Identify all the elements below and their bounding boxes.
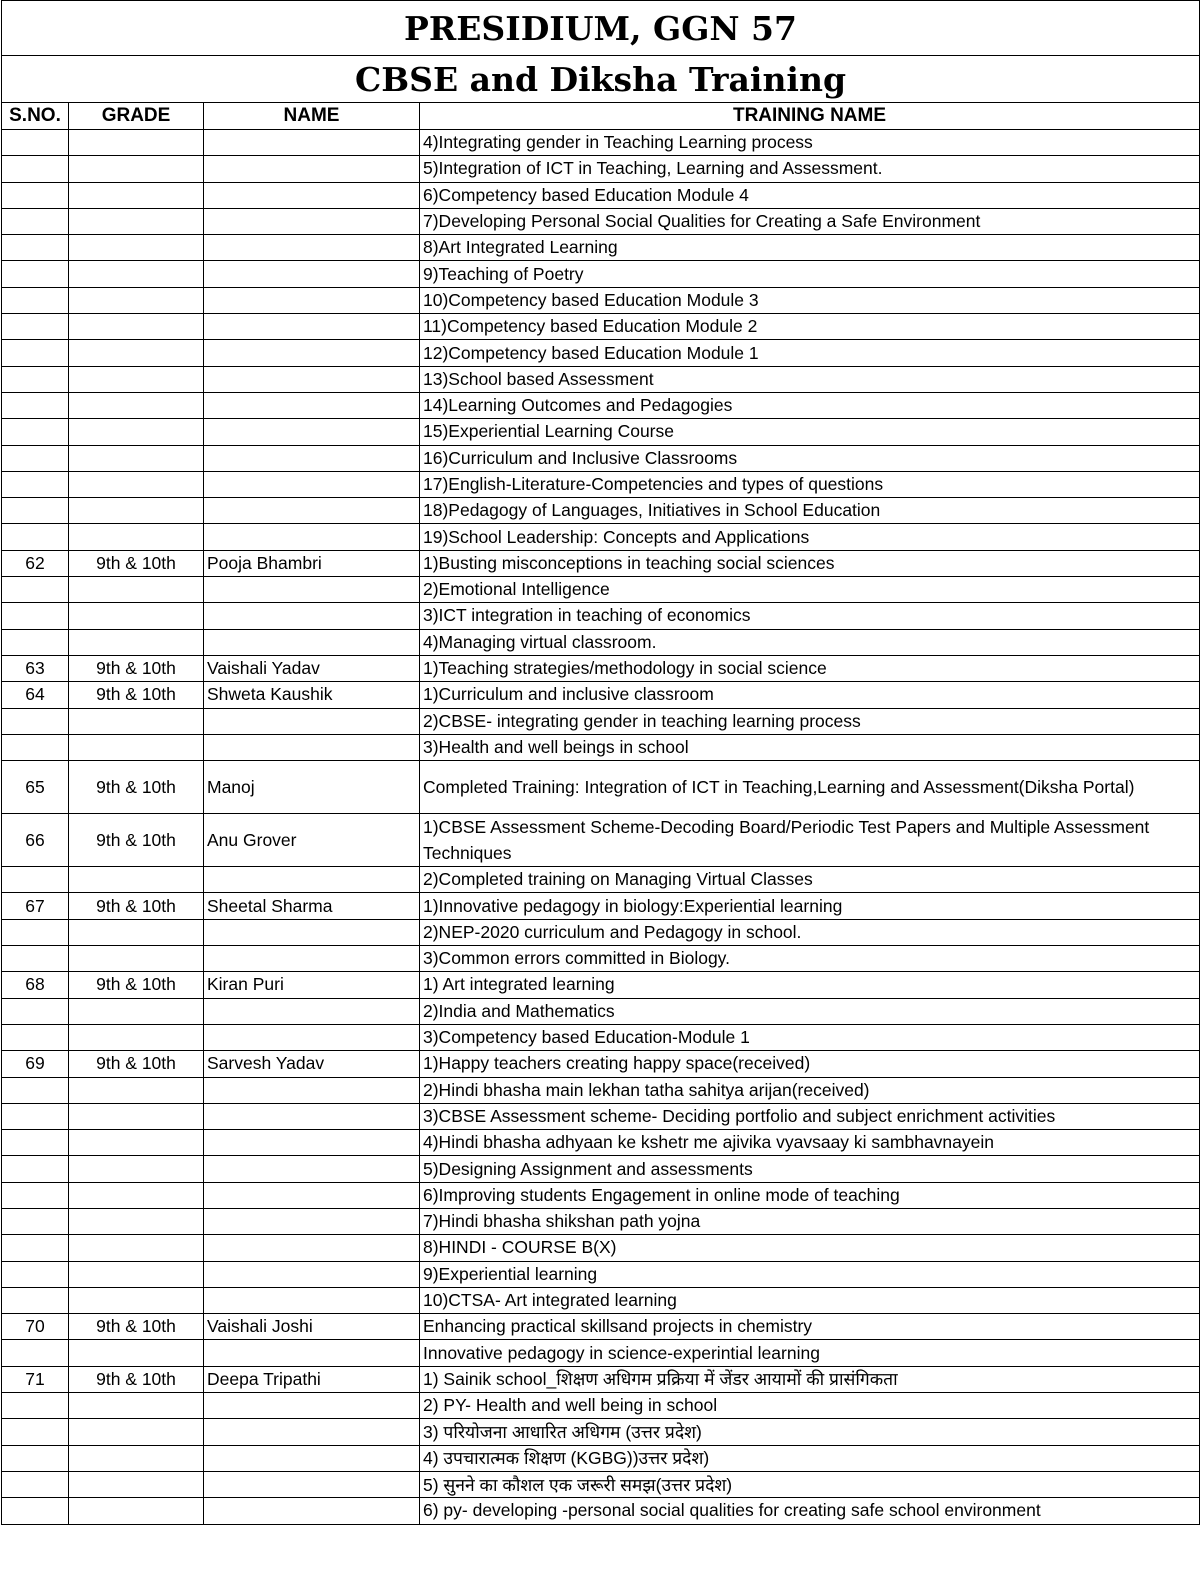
cell-sno xyxy=(2,998,69,1024)
cell-name: Vaishali Yadav xyxy=(204,655,420,681)
cell-name: Sheetal Sharma xyxy=(204,893,420,919)
cell-name xyxy=(204,130,420,156)
cell-sno: 62 xyxy=(2,550,69,576)
table-row xyxy=(2,1471,1200,1497)
table-row xyxy=(2,1182,1200,1208)
cell-grade xyxy=(69,287,204,313)
cell-training-name: 11)Competency based Education Module 2 xyxy=(420,314,1200,340)
cell-sno xyxy=(2,392,69,418)
cell-training-name: 4)Hindi bhasha adhyaan ke kshetr me ajivika vyavsaay ki sambhavnayein xyxy=(420,1130,1200,1156)
cell-grade xyxy=(69,1130,204,1156)
cell-name xyxy=(204,708,420,734)
cell-training-name: 1)Happy teachers creating happy space(received) xyxy=(420,1051,1200,1077)
cell-training-name: 2) PY- Health and well being in school xyxy=(420,1393,1200,1419)
table-row xyxy=(2,998,1200,1024)
cell-grade xyxy=(69,867,204,893)
table-row xyxy=(2,1366,1200,1392)
training-table xyxy=(1,0,1200,1525)
cell-sno xyxy=(2,130,69,156)
cell-sno xyxy=(2,1235,69,1261)
table-row xyxy=(2,682,1200,708)
cell-grade xyxy=(69,1498,204,1524)
cell-grade xyxy=(69,1182,204,1208)
training-sheet xyxy=(1,0,1199,1525)
cell-name xyxy=(204,1287,420,1313)
cell-training-name: 5)Integration of ICT in Teaching, Learning and Assessment. xyxy=(420,156,1200,182)
cell-name xyxy=(204,1103,420,1129)
cell-grade xyxy=(69,340,204,366)
table-row xyxy=(2,655,1200,681)
cell-name: Deepa Tripathi xyxy=(204,1366,420,1392)
table-row xyxy=(2,261,1200,287)
cell-grade: 9th & 10th xyxy=(69,761,204,814)
cell-sno xyxy=(2,366,69,392)
table-row xyxy=(2,1498,1200,1524)
cell-sno xyxy=(2,498,69,524)
cell-grade xyxy=(69,130,204,156)
cell-grade xyxy=(69,629,204,655)
cell-training-name: 16)Curriculum and Inclusive Classrooms xyxy=(420,445,1200,471)
cell-sno xyxy=(2,1156,69,1182)
table-row xyxy=(2,287,1200,313)
cell-training-name: 2)CBSE- integrating gender in teaching learning process xyxy=(420,708,1200,734)
cell-sno xyxy=(2,156,69,182)
cell-sno xyxy=(2,1182,69,1208)
table-row xyxy=(2,1208,1200,1234)
cell-training-name: 14)Learning Outcomes and Pedagogies xyxy=(420,392,1200,418)
cell-training-name: 3)CBSE Assessment scheme- Deciding portfolio and subject enrichment activities xyxy=(420,1103,1200,1129)
cell-sno xyxy=(2,629,69,655)
cell-grade xyxy=(69,235,204,261)
cell-grade xyxy=(69,498,204,524)
cell-grade xyxy=(69,156,204,182)
cell-sno xyxy=(2,1340,69,1366)
cell-name xyxy=(204,287,420,313)
cell-grade xyxy=(69,1393,204,1419)
header-sno: S.NO. xyxy=(2,103,69,130)
cell-training-name: 5)Designing Assignment and assessments xyxy=(420,1156,1200,1182)
cell-name xyxy=(204,419,420,445)
header-grade: GRADE xyxy=(69,103,204,130)
cell-grade xyxy=(69,182,204,208)
cell-name: Manoj xyxy=(204,761,420,814)
cell-training-name: 9)Experiential learning xyxy=(420,1261,1200,1287)
cell-sno xyxy=(2,340,69,366)
cell-name xyxy=(204,235,420,261)
table-row xyxy=(2,550,1200,576)
cell-training-name: 4)Integrating gender in Teaching Learning process xyxy=(420,130,1200,156)
table-row xyxy=(2,1314,1200,1340)
table-row xyxy=(2,1235,1200,1261)
table-row xyxy=(2,814,1200,867)
table-row xyxy=(2,524,1200,550)
cell-training-name: 13)School based Assessment xyxy=(420,366,1200,392)
cell-sno xyxy=(2,1498,69,1524)
cell-grade xyxy=(69,577,204,603)
cell-grade xyxy=(69,366,204,392)
cell-training-name: 19)School Leadership: Concepts and Applications xyxy=(420,524,1200,550)
table-row xyxy=(2,182,1200,208)
cell-sno xyxy=(2,1208,69,1234)
cell-sno xyxy=(2,182,69,208)
cell-training-name: 8)Art Integrated Learning xyxy=(420,235,1200,261)
cell-grade xyxy=(69,1024,204,1050)
cell-training-name: 6) py- developing -personal social qualities for creating safe school environment xyxy=(420,1498,1200,1524)
cell-sno xyxy=(2,734,69,760)
cell-training-name: 3) परियोजना आधारित अधिगम (उत्तर प्रदेश) xyxy=(420,1419,1200,1445)
cell-training-name: 3)Health and well beings in school xyxy=(420,734,1200,760)
cell-training-name: 15)Experiential Learning Course xyxy=(420,419,1200,445)
cell-grade xyxy=(69,1261,204,1287)
cell-sno: 66 xyxy=(2,814,69,867)
table-row xyxy=(2,629,1200,655)
table-body xyxy=(2,130,1200,1525)
table-row xyxy=(2,1077,1200,1103)
cell-name xyxy=(204,156,420,182)
cell-grade xyxy=(69,471,204,497)
cell-grade xyxy=(69,1419,204,1445)
cell-grade xyxy=(69,1471,204,1497)
cell-name xyxy=(204,498,420,524)
cell-name xyxy=(204,314,420,340)
table-row xyxy=(2,1393,1200,1419)
cell-grade xyxy=(69,314,204,340)
table-row xyxy=(2,761,1200,814)
cell-grade xyxy=(69,445,204,471)
cell-grade: 9th & 10th xyxy=(69,1051,204,1077)
cell-training-name: 5) सुनने का कौशल एक जरूरी समझ(उत्तर प्रदेश) xyxy=(420,1471,1200,1497)
cell-training-name: 2)NEP-2020 curriculum and Pedagogy in school. xyxy=(420,919,1200,945)
cell-grade: 9th & 10th xyxy=(69,655,204,681)
table-row xyxy=(2,471,1200,497)
cell-name xyxy=(204,919,420,945)
cell-training-name: 2)Emotional Intelligence xyxy=(420,577,1200,603)
cell-sno xyxy=(2,603,69,629)
page-subtitle: CBSE and Diksha Training xyxy=(2,56,1200,103)
cell-name xyxy=(204,208,420,234)
cell-name xyxy=(204,1077,420,1103)
cell-training-name: 1)Curriculum and inclusive classroom xyxy=(420,682,1200,708)
cell-sno: 71 xyxy=(2,1366,69,1392)
cell-name xyxy=(204,1340,420,1366)
cell-name xyxy=(204,1419,420,1445)
cell-training-name: 2)India and Mathematics xyxy=(420,998,1200,1024)
cell-sno xyxy=(2,287,69,313)
cell-name xyxy=(204,524,420,550)
table-row xyxy=(2,1340,1200,1366)
cell-training-name: 7)Developing Personal Social Qualities for Creating a Safe Environment xyxy=(420,208,1200,234)
cell-sno xyxy=(2,1393,69,1419)
cell-sno: 63 xyxy=(2,655,69,681)
cell-name xyxy=(204,1498,420,1524)
cell-sno: 64 xyxy=(2,682,69,708)
cell-grade xyxy=(69,1287,204,1313)
table-row xyxy=(2,419,1200,445)
cell-name xyxy=(204,1471,420,1497)
cell-grade xyxy=(69,919,204,945)
cell-name xyxy=(204,1393,420,1419)
table-row xyxy=(2,1024,1200,1050)
cell-name: Pooja Bhambri xyxy=(204,550,420,576)
cell-name: Vaishali Joshi xyxy=(204,1314,420,1340)
cell-name xyxy=(204,867,420,893)
table-row xyxy=(2,235,1200,261)
cell-training-name: 8)HINDI - COURSE B(X) xyxy=(420,1235,1200,1261)
cell-sno xyxy=(2,1077,69,1103)
cell-grade xyxy=(69,524,204,550)
cell-sno xyxy=(2,1024,69,1050)
cell-sno xyxy=(2,1471,69,1497)
cell-grade xyxy=(69,1077,204,1103)
cell-grade xyxy=(69,261,204,287)
cell-grade xyxy=(69,1156,204,1182)
cell-sno xyxy=(2,1103,69,1129)
cell-grade xyxy=(69,208,204,234)
cell-name: Kiran Puri xyxy=(204,972,420,998)
cell-training-name: 3)Common errors committed in Biology. xyxy=(420,946,1200,972)
cell-training-name: 1)Innovative pedagogy in biology:Experiential learning xyxy=(420,893,1200,919)
cell-training-name: 1) Sainik school_शिक्षण अधिगम प्रक्रिया में जेंडर आयामों की प्रासंगिकता xyxy=(420,1366,1200,1392)
cell-name xyxy=(204,366,420,392)
cell-name xyxy=(204,1261,420,1287)
cell-name: Shweta Kaushik xyxy=(204,682,420,708)
cell-training-name: 2)Completed training on Managing Virtual Classes xyxy=(420,867,1200,893)
table-row xyxy=(2,919,1200,945)
table-row xyxy=(2,392,1200,418)
page-title: PRESIDIUM, GGN 57 xyxy=(2,1,1200,56)
table-row xyxy=(2,314,1200,340)
header-name: NAME xyxy=(204,103,420,130)
table-row xyxy=(2,1051,1200,1077)
cell-name xyxy=(204,261,420,287)
cell-training-name: 3)Competency based Education-Module 1 xyxy=(420,1024,1200,1050)
cell-name xyxy=(204,998,420,1024)
cell-sno xyxy=(2,208,69,234)
table-row xyxy=(2,1261,1200,1287)
cell-sno: 65 xyxy=(2,761,69,814)
cell-training-name: 6)Competency based Education Module 4 xyxy=(420,182,1200,208)
cell-training-name: 1)Teaching strategies/methodology in social science xyxy=(420,655,1200,681)
cell-grade: 9th & 10th xyxy=(69,814,204,867)
cell-sno xyxy=(2,445,69,471)
table-row xyxy=(2,734,1200,760)
cell-training-name: 1)CBSE Assessment Scheme-Decoding Board/Periodic Test Papers and Multiple Assessment Techniques xyxy=(420,814,1200,867)
cell-sno xyxy=(2,261,69,287)
cell-grade: 9th & 10th xyxy=(69,682,204,708)
cell-training-name: 4) उपचारात्मक शिक्षण (KGBG))उत्तर प्रदेश) xyxy=(420,1445,1200,1471)
cell-sno: 69 xyxy=(2,1051,69,1077)
cell-name xyxy=(204,1024,420,1050)
cell-name xyxy=(204,340,420,366)
cell-sno xyxy=(2,946,69,972)
cell-training-name: 3)ICT integration in teaching of economics xyxy=(420,603,1200,629)
cell-grade xyxy=(69,998,204,1024)
table-row xyxy=(2,445,1200,471)
table-row xyxy=(2,1130,1200,1156)
cell-sno xyxy=(2,419,69,445)
cell-training-name: 12)Competency based Education Module 1 xyxy=(420,340,1200,366)
cell-training-name: Enhancing practical skillsand projects in chemistry xyxy=(420,1314,1200,1340)
cell-training-name: 4)Managing virtual classroom. xyxy=(420,629,1200,655)
cell-name xyxy=(204,629,420,655)
cell-name xyxy=(204,182,420,208)
table-row xyxy=(2,1419,1200,1445)
cell-grade: 9th & 10th xyxy=(69,1366,204,1392)
cell-name: Sarvesh Yadav xyxy=(204,1051,420,1077)
table-row xyxy=(2,130,1200,156)
cell-training-name: 1) Art integrated learning xyxy=(420,972,1200,998)
cell-training-name: 7)Hindi bhasha shikshan path yojna xyxy=(420,1208,1200,1234)
cell-sno xyxy=(2,235,69,261)
cell-grade xyxy=(69,946,204,972)
table-row xyxy=(2,1445,1200,1471)
cell-sno xyxy=(2,708,69,734)
table-row xyxy=(2,946,1200,972)
cell-training-name: Innovative pedagogy in science-experintial learning xyxy=(420,1340,1200,1366)
cell-name xyxy=(204,734,420,760)
table-row xyxy=(2,867,1200,893)
cell-name xyxy=(204,392,420,418)
table-row xyxy=(2,603,1200,629)
cell-name xyxy=(204,1208,420,1234)
cell-name xyxy=(204,471,420,497)
cell-grade xyxy=(69,1445,204,1471)
cell-name xyxy=(204,1182,420,1208)
cell-sno xyxy=(2,524,69,550)
cell-training-name: 6)Improving students Engagement in online mode of teaching xyxy=(420,1182,1200,1208)
table-row xyxy=(2,972,1200,998)
cell-sno xyxy=(2,1287,69,1313)
cell-training-name: 2)Hindi bhasha main lekhan tatha sahitya arijan(received) xyxy=(420,1077,1200,1103)
table-row xyxy=(2,366,1200,392)
cell-sno: 70 xyxy=(2,1314,69,1340)
cell-sno xyxy=(2,867,69,893)
cell-grade: 9th & 10th xyxy=(69,972,204,998)
cell-training-name: 17)English-Literature-Competencies and types of questions xyxy=(420,471,1200,497)
table-row xyxy=(2,1156,1200,1182)
table-row xyxy=(2,156,1200,182)
cell-name xyxy=(204,1156,420,1182)
cell-grade: 9th & 10th xyxy=(69,1314,204,1340)
cell-name xyxy=(204,1130,420,1156)
cell-name xyxy=(204,1235,420,1261)
cell-grade xyxy=(69,1103,204,1129)
table-row xyxy=(2,577,1200,603)
cell-sno xyxy=(2,577,69,603)
cell-sno xyxy=(2,1130,69,1156)
cell-grade xyxy=(69,392,204,418)
header-row xyxy=(2,103,1200,130)
cell-name xyxy=(204,603,420,629)
cell-sno xyxy=(2,1445,69,1471)
table-row xyxy=(2,498,1200,524)
cell-sno xyxy=(2,1261,69,1287)
cell-grade xyxy=(69,603,204,629)
cell-name xyxy=(204,1445,420,1471)
cell-sno xyxy=(2,1419,69,1445)
cell-grade xyxy=(69,1208,204,1234)
cell-grade: 9th & 10th xyxy=(69,893,204,919)
cell-sno xyxy=(2,314,69,340)
cell-name xyxy=(204,577,420,603)
table-row xyxy=(2,1287,1200,1313)
cell-grade xyxy=(69,734,204,760)
cell-sno xyxy=(2,919,69,945)
table-row xyxy=(2,1103,1200,1129)
cell-name: Anu Grover xyxy=(204,814,420,867)
cell-sno: 68 xyxy=(2,972,69,998)
cell-training-name: 1)Busting misconceptions in teaching social sciences xyxy=(420,550,1200,576)
cell-training-name: 10)CTSA- Art integrated learning xyxy=(420,1287,1200,1313)
cell-grade xyxy=(69,1340,204,1366)
cell-grade xyxy=(69,1235,204,1261)
cell-name xyxy=(204,946,420,972)
cell-name xyxy=(204,445,420,471)
cell-grade xyxy=(69,708,204,734)
table-row xyxy=(2,208,1200,234)
cell-training-name: 9)Teaching of Poetry xyxy=(420,261,1200,287)
cell-grade xyxy=(69,419,204,445)
cell-training-name: 18)Pedagogy of Languages, Initiatives in School Education xyxy=(420,498,1200,524)
table-row xyxy=(2,893,1200,919)
cell-training-name: 10)Competency based Education Module 3 xyxy=(420,287,1200,313)
table-row xyxy=(2,708,1200,734)
cell-sno xyxy=(2,471,69,497)
table-row xyxy=(2,340,1200,366)
cell-sno: 67 xyxy=(2,893,69,919)
header-training-name: TRAINING NAME xyxy=(420,103,1200,130)
cell-grade: 9th & 10th xyxy=(69,550,204,576)
cell-training-name: Completed Training: Integration of ICT in Teaching,Learning and Assessment(Diksha Portal) xyxy=(420,761,1200,814)
